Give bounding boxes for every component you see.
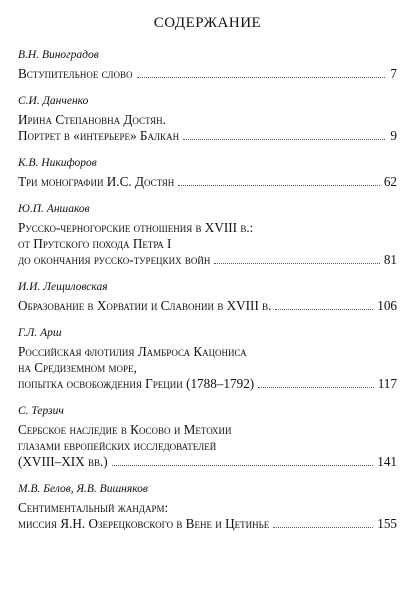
entry-title-line: на Средиземном море,	[18, 360, 137, 375]
dot-leader	[137, 77, 386, 78]
entry-title-line: Три монографии И.С. Достян	[18, 174, 175, 189]
entry-page-number: 117	[377, 376, 397, 391]
entry-author: Г.Л. Арш	[18, 327, 62, 339]
toc-entry	[18, 280, 397, 314]
entry-title-line: Портрет в «интерьере» Балкан	[18, 128, 180, 143]
toc-entry	[18, 482, 397, 532]
entry-title-line: Сентиментальный жандарм:	[18, 500, 169, 515]
entry-title-line: Образование в Хорватии и Славонии в XVIII в.	[18, 298, 272, 313]
entry-title-line: Русско-черногорские отношения в XVIII в.:	[18, 220, 254, 235]
entry-page-number: 141	[377, 454, 397, 469]
entry-title-last-line	[18, 66, 397, 82]
entry-title-last-line	[18, 128, 397, 144]
entry-title-line: Вступительное слово	[18, 66, 133, 81]
entry-author: М.В. Белов, Я.В. Вишняков	[18, 483, 148, 495]
dot-leader	[112, 465, 374, 466]
entry-author: С.И. Данченко	[18, 95, 89, 107]
entry-page-number: 7	[390, 66, 397, 81]
entry-title-line: попытка освобождения Греции (1788–1792)	[18, 376, 255, 391]
dot-leader	[183, 139, 385, 140]
entry-author: В.Н. Виноградов	[18, 49, 99, 61]
toc-entry	[18, 404, 397, 470]
toc-entry	[18, 48, 397, 82]
entry-page-number: 81	[383, 252, 397, 267]
entry-title-line: миссия Я.Н. Озерецковского в Вене и Цетинье	[18, 516, 270, 531]
entry-title-line: Российская флотилия Ламброса Кацониса	[18, 344, 247, 359]
entry-title-last-line	[18, 454, 397, 470]
entry-page-number: 155	[377, 516, 397, 531]
toc-entry	[18, 94, 397, 144]
toc-entry	[18, 202, 397, 268]
dot-leader	[273, 527, 373, 528]
entry-page-number: 62	[383, 174, 397, 189]
entry-title-last-line	[18, 376, 397, 392]
entry-title-last-line	[18, 252, 397, 268]
entry-page-number: 9	[390, 128, 397, 143]
entry-title-last-line	[18, 174, 397, 190]
toc-entry	[18, 326, 397, 392]
entry-title-line: Ирина Степановна Достян.	[18, 112, 166, 127]
dot-leader	[178, 185, 380, 186]
entry-author: С. Терзич	[18, 405, 64, 417]
toc-heading: СОДЕРЖАНИЕ	[153, 15, 262, 31]
entry-title-line: от Прутского похода Петра I	[18, 236, 172, 251]
entry-page-number: 106	[377, 298, 397, 313]
dot-leader	[214, 263, 379, 264]
entry-title-line: (XVIII–XIX вв.)	[18, 454, 108, 469]
entry-title-line: глазами европейских исследователей	[18, 438, 217, 453]
toc-list	[18, 48, 397, 532]
entry-author: И.И. Лещиловская	[18, 281, 108, 293]
entry-title-last-line	[18, 298, 397, 314]
entry-author: К.В. Никифоров	[18, 157, 97, 169]
toc-entry	[18, 156, 397, 190]
dot-leader	[275, 309, 373, 310]
entry-title-last-line	[18, 516, 397, 532]
entry-title-line: до окончания русско-турецких войн	[18, 252, 211, 267]
dot-leader	[258, 387, 374, 388]
entry-title-line: Сербское наследие в Косово и Метохии	[18, 422, 232, 437]
entry-author: Ю.П. Аншаков	[18, 203, 90, 215]
